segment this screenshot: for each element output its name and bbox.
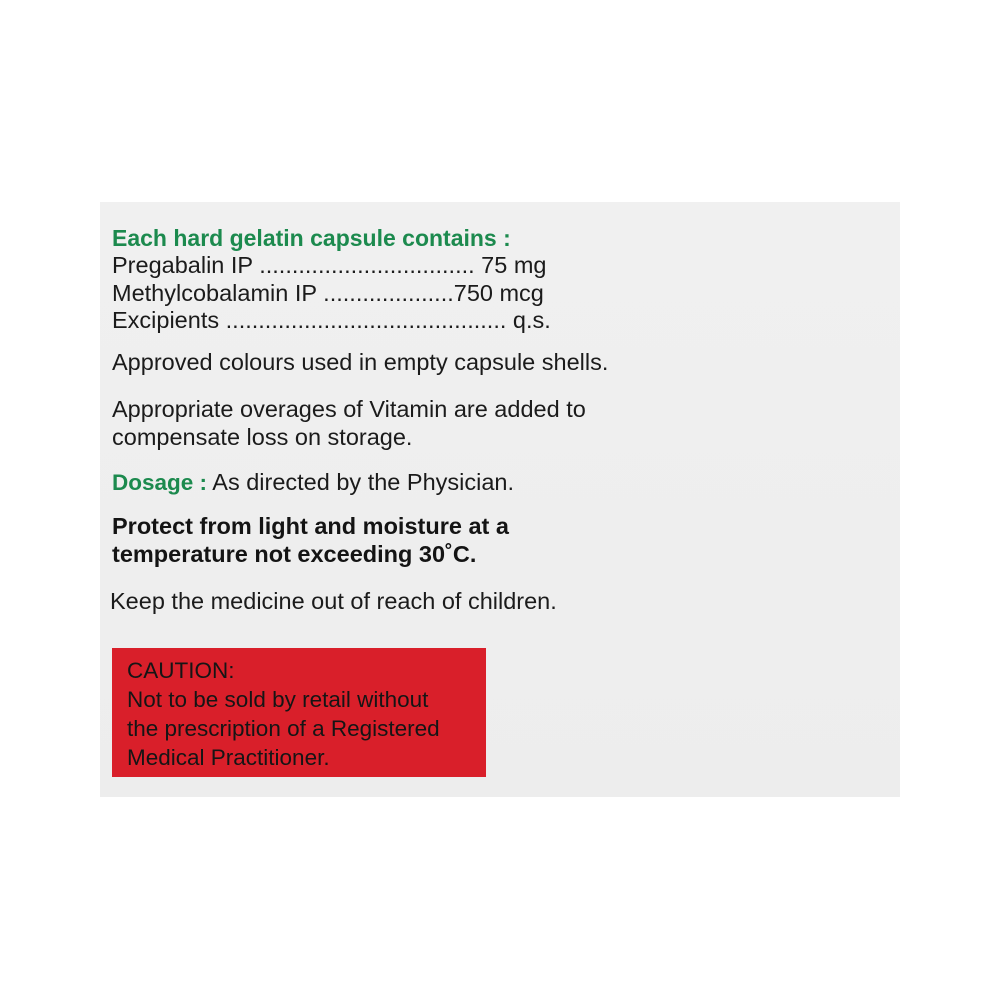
- composition-heading: Each hard gelatin capsule contains :: [112, 225, 511, 251]
- keep-away-warning: Keep the medicine out of reach of children.: [110, 588, 557, 614]
- ingredient-excipients: Excipients ........................................... q.s.: [112, 307, 551, 333]
- caution-box: [112, 648, 486, 777]
- caution-line-2: the prescription of a Registered: [127, 716, 440, 741]
- capsule-shells-note: Approved colours used in empty capsule shells.: [112, 349, 609, 375]
- storage-warning-line-1: Protect from light and moisture at a: [112, 513, 509, 539]
- medicine-label-panel: [100, 202, 900, 797]
- dosage-text: As directed by the Physician.: [207, 469, 514, 495]
- caution-line-1: Not to be sold by retail without: [127, 687, 429, 712]
- dosage-label: Dosage :: [112, 470, 208, 495]
- storage-warning-line-2: temperature not exceeding 30˚C.: [112, 541, 477, 567]
- caution-title: CAUTION:: [127, 658, 235, 683]
- overages-note-line-2: compensate loss on storage.: [112, 424, 413, 450]
- overages-note-line-1: Appropriate overages of Vitamin are added to: [112, 396, 586, 422]
- ingredient-pregabalin: Pregabalin IP ................................. 75 mg: [112, 252, 547, 278]
- ingredient-methylcobalamin: Methylcobalamin IP ....................750 mcg: [112, 280, 544, 306]
- dosage-line: [112, 468, 514, 497]
- caution-line-3: Medical Practitioner.: [127, 745, 330, 770]
